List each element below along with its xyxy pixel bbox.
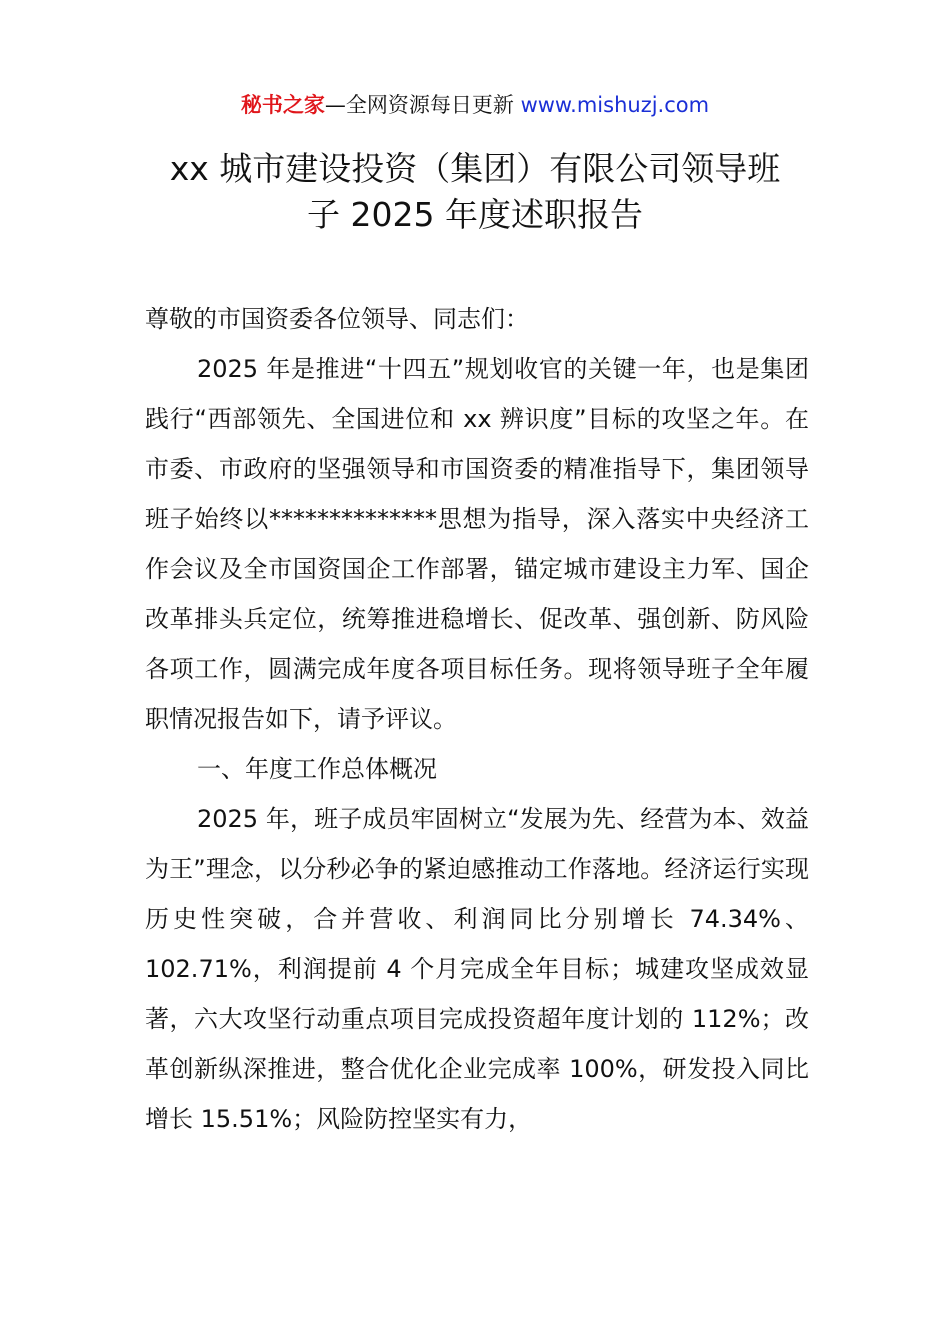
paragraph-intro: 2025 年是推进“十四五”规划收官的关键一年，也是集团践行“西部领先、全国进位和 xx 辨识度”目标的攻坚之年。在市委、市政府的坚强领导和市国资委的精准指导下，集团领导班子始终以**************思想为指导，深入落实中央经济工作会议及全市国资国企工作部署，锚定城市建设主力军、国企改革排头兵定位，统筹推进稳增长、促改革、强创新、防风险各项工作，圆满完成年度各项目标任务。现将领导班子全年履职情况报告如下，请予评议。 xyxy=(145,355,809,733)
header-tagline: —全网资源每日更新 xyxy=(324,93,521,117)
site-header xyxy=(0,88,950,122)
section-heading-1: 一、年度工作总体概况 xyxy=(197,755,437,783)
salutation: 尊敬的市国资委各位领导、同志们： xyxy=(145,305,529,333)
site-link[interactable]: www.mishuzj.com xyxy=(520,93,710,117)
document-title xyxy=(120,146,830,238)
title-line-2: 子 2025 年度述职报告 xyxy=(307,195,643,234)
paragraph-overview: 2025 年，班子成员牢固树立“发展为先、经营为本、效益为王”理念，以分秒必争的紧迫感推动工作落地。经济运行实现历史性突破，合并营收、利润同比分别增长 74.34%、102.71%，利润提前 4 个月完成全年目标；城建攻坚成效显著，六大攻坚行动重点项目完成投资超年度计划的 112%；改革创新纵深推进，整合优化企业完成率 100%，研发投入同比增长 15.51%；风险防控坚实有力， xyxy=(145,805,809,1133)
brand-name: 秘书之家 xyxy=(240,93,325,117)
title-line-1: xx 城市建设投资（集团）有限公司领导班 xyxy=(169,149,781,188)
document-body xyxy=(145,294,809,1144)
